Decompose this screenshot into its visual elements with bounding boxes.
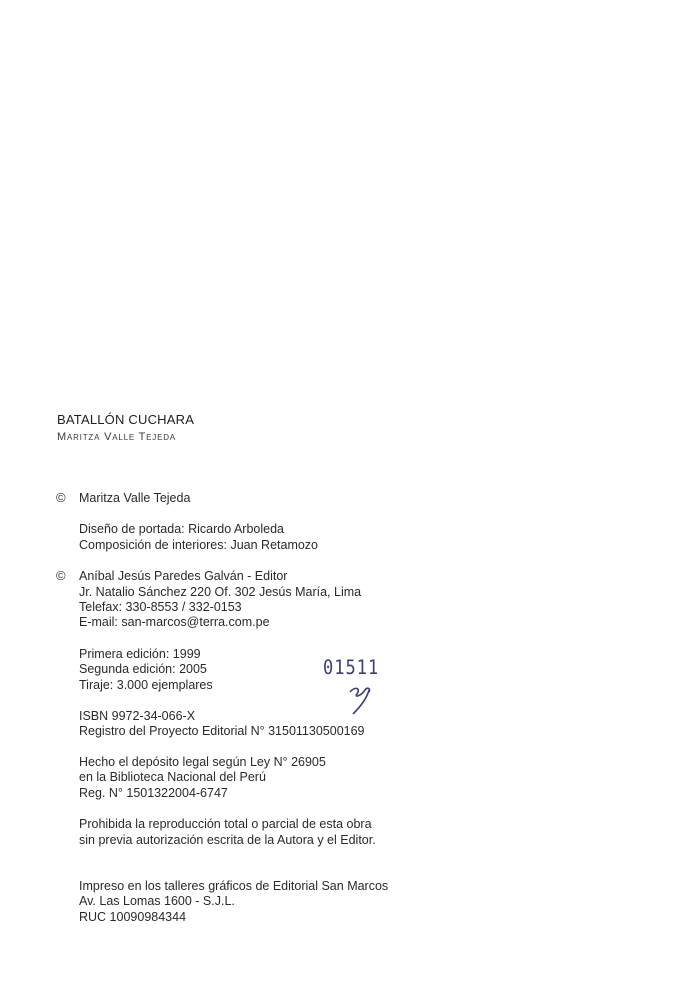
printer-name: Impreso en los talleres gráficos de Editorial San Marcos [79,879,389,893]
copyright-holder: Maritza Valle Tejeda [79,491,191,505]
book-author: Maritza Valle Tejeda [57,431,176,443]
handwritten-mark-icon [347,684,377,716]
library-stamp: 01511 [323,656,380,680]
edition-first: Primera edición: 1999 [79,647,201,661]
printer-address: Av. Las Lomas 1600 - S.J.L. [79,894,235,908]
publisher-address: Jr. Natalio Sánchez 220 Of. 302 Jesús María, Lima [79,585,362,599]
publisher-email: E-mail: san-marcos@terra.com.pe [79,615,270,629]
rights-notice-line2: sin previa autorización escrita de la Autora y el Editor. [79,833,376,847]
publisher-phone: Telefax: 330-8553 / 332-0153 [79,600,242,614]
isbn: ISBN 9972-34-066-X [79,709,196,723]
edition-second: Segunda edición: 2005 [79,662,207,676]
rights-notice-line1: Prohibida la reproducción total o parcial de esta obra [79,817,372,831]
book-title: BATALLÓN CUCHARA [57,412,195,427]
publisher-name: Aníbal Jesús Paredes Galván - Editor [79,569,288,583]
print-run: Tiraje: 3.000 ejemplares [79,678,213,692]
credit-cover-design: Diseño de portada: Ricardo Arboleda [79,522,284,536]
legal-deposit-reg: Reg. N° 1501322004-6747 [79,786,228,800]
editorial-registry: Registro del Proyecto Editorial N° 31501130500169 [79,724,365,738]
copyright-symbol: © [56,490,66,505]
printer-ruc: RUC 10090984344 [79,910,187,924]
legal-deposit-law: Hecho el depósito legal según Ley N° 26905 [79,755,326,769]
copyright-symbol: © [56,568,66,583]
legal-deposit-library: en la Biblioteca Nacional del Perú [79,770,266,784]
credit-interior-layout: Composición de interiores: Juan Retamozo [79,538,319,552]
